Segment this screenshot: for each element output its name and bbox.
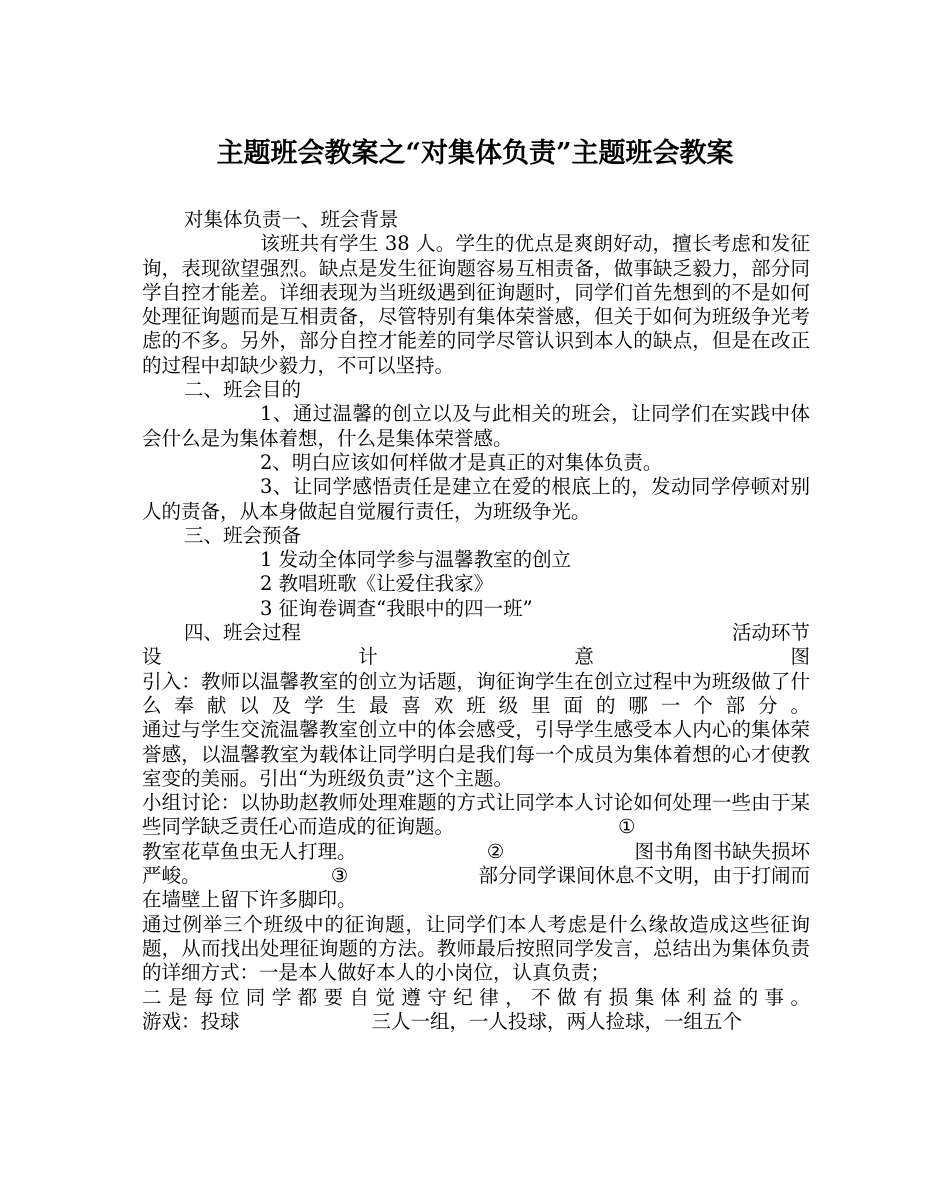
discussion-activity-text: 小组讨论：以协助赵教师处理难题的方式让同学本人讨论如何处理一些由于某些同学缺乏责任心而造成的征询题。: [142, 791, 810, 839]
section-heading-process: 四、班会过程: [184, 621, 302, 645]
design-intent-row: [142, 645, 810, 669]
discussion-line-3: [142, 864, 810, 888]
discussion-problem-2: 图书角图书缺失损坏: [634, 839, 810, 863]
design-intent-char-3: 意: [574, 645, 594, 669]
discussion-intent-rule: 二是每位同学都要自觉遵守纪律，不做有损集体利益的事。: [142, 985, 810, 1009]
document-title: 主题班会教案之“对集体负责”主题班会教案: [216, 138, 734, 169]
section-heading-process-row: [142, 621, 810, 645]
discussion-line-2: [142, 840, 810, 864]
section-heading-goals: 二、班会目的: [184, 378, 302, 402]
discussion-mark-2: ②: [486, 839, 505, 863]
design-intent-char-2: 计: [358, 645, 378, 669]
background-text: 该班共有学生 38 人。学生的优点是爽朗好动，擅长考虑和发征询，表现欲望强烈。缺点是发生征询题容易互相责备，做事缺乏毅力，部分同学自控才能差。详细表现为当班级遇到征询题时，同学们首先想到的不是如何处理征询题而是互相责备，尽管特别有集体荣誉感，但关于如何为班级争光考虑的不多。另外，部分自控才能差的同学尽管认识到本人的缺点，但是在改正的过程中却缺少毅力，不可以坚持。: [142, 232, 810, 377]
activity-column-label: 活动环节: [731, 621, 810, 645]
game-description: 三人一组，一人投球，两人捡球，一组五个: [371, 1009, 743, 1033]
design-intent-char-4: 图: [790, 645, 810, 669]
section-heading-background: 对集体负责一、班会背景: [184, 208, 399, 231]
design-intent-char-1: 设: [142, 645, 162, 669]
goal-item-1-text: 1、通过温馨的创立以及与此相关的班会，让同学们在实践中体会什么是为集体着想，什么是集体荣誉感。: [142, 402, 810, 450]
background-paragraph: [142, 232, 810, 378]
discussion-problem-3-end: 在墙壁上留下许多脚印。: [142, 888, 357, 912]
goal-item-2: 2、明白应该如何样做才是真正的对集体负责。: [260, 450, 663, 474]
prep-item-3: 3 征询卷调查“我眼中的四一班”: [260, 596, 533, 620]
discussion-problem-3: 部分同学课间休息不文明，由于打闹而: [478, 864, 810, 888]
discussion-intent: 通过例举三个班级中的征询题，让同学们本人考虑是什么缘故造成这些征询题，从而找出处理征询题的方法。教师最后按照同学发言，总结出为集体负责的详细方式：一是本人做好本人的小岗位，认真负责；: [142, 912, 810, 985]
goal-item-3-text: 3、让同学感悟责任是建立在爱的根底上的，发动同学停顿对别人的责备，从本身做起自觉履行责任，为班级争光。: [142, 475, 810, 523]
section-heading-preparation: 三、班会预备: [184, 523, 302, 547]
goal-item-3: [142, 475, 810, 524]
discussion-problem-1: 教室花草鱼虫无人打理。: [142, 839, 357, 863]
document-body: [142, 208, 810, 1034]
discussion-mark-3: ③: [330, 864, 349, 888]
prep-item-1: 1 发动全体同学参与温馨教室的创立: [260, 548, 572, 572]
intro-activity: 引入：教师以温馨教室的创立为话题，询征询学生在创立过程中为班级做了什么奉献以及学生最喜欢班级里面的哪一个部分。: [142, 669, 810, 717]
discussion-problem-2-end: 严峻。: [142, 864, 201, 888]
prep-item-2: 2 教唱班歌《让爱住我家》: [260, 572, 494, 596]
game-row: [142, 1010, 810, 1034]
intro-intent: 通过与学生交流温馨教室创立中的体会感受，引导学生感受本人内心的集体荣誉感，以温馨教室为载体让同学明白是我们每一个成员为集体着想的心才使教室变的美丽。引出“为班级负责”这个主题。: [142, 718, 810, 790]
discussion-mark-1: ①: [618, 815, 636, 839]
game-label: 游戏：投球: [142, 1009, 240, 1033]
discussion-activity: [142, 791, 810, 840]
goal-item-1: [142, 402, 810, 451]
